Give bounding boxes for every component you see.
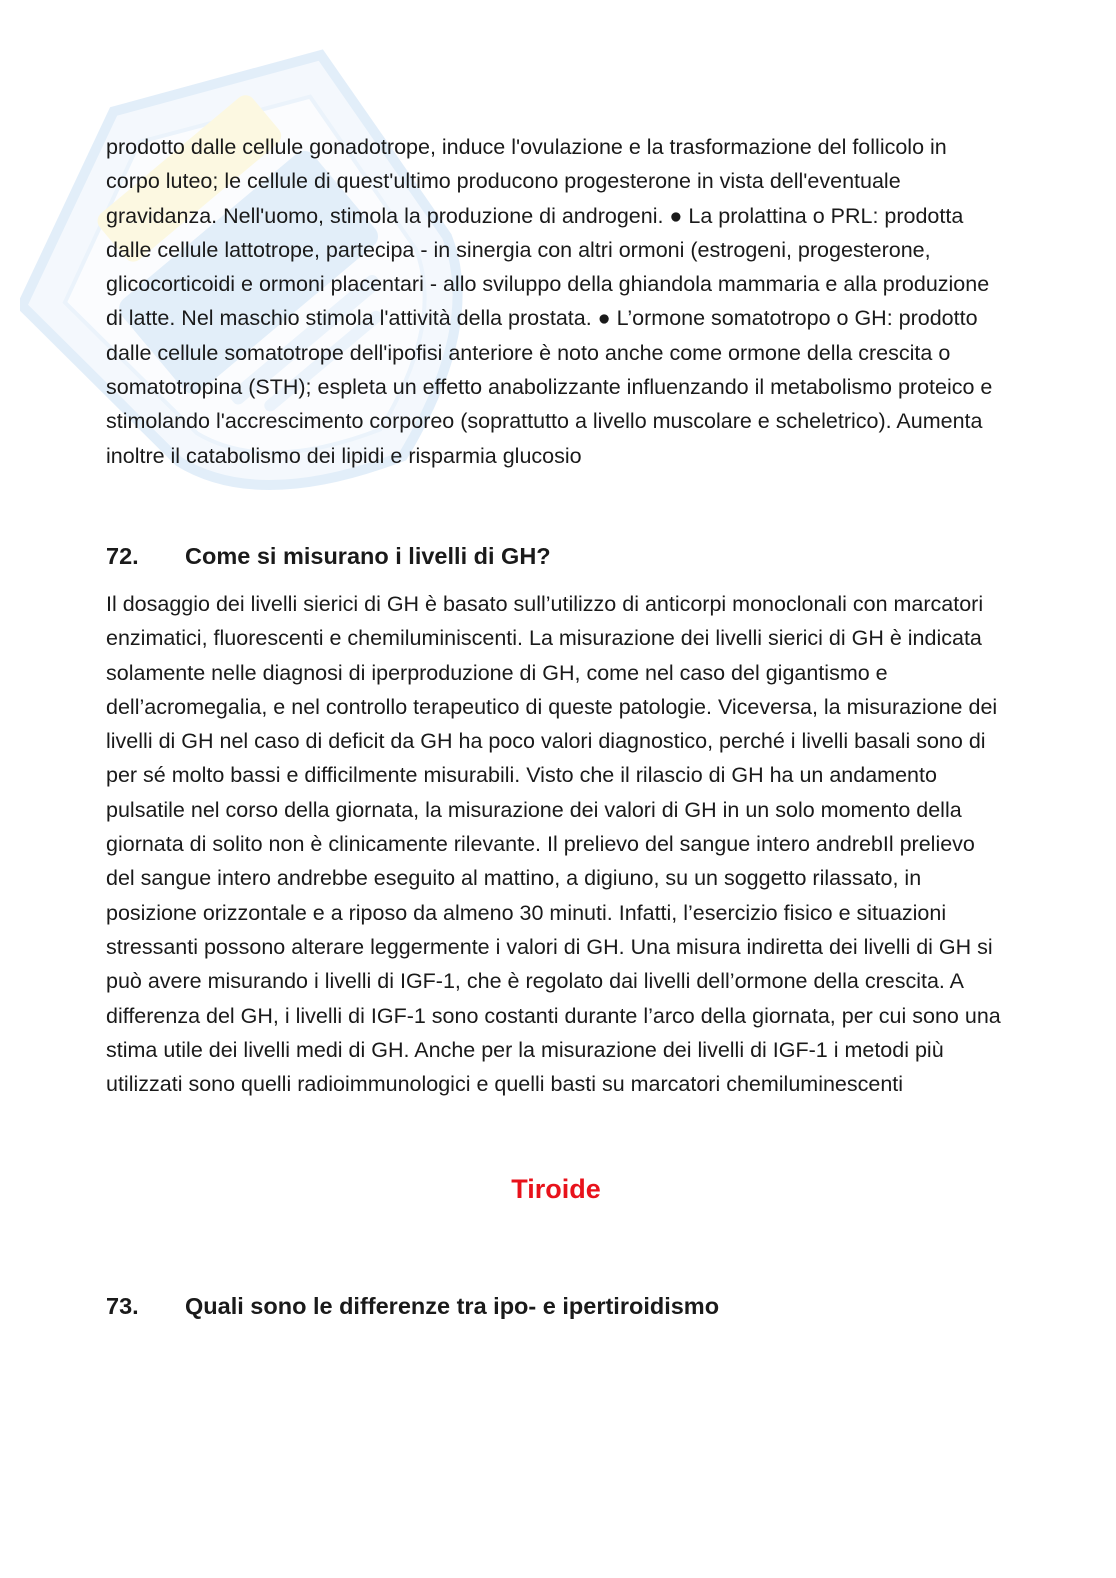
question-72-number: 72. xyxy=(106,542,139,569)
section-title: Tiroide xyxy=(511,1174,601,1205)
document-page xyxy=(106,130,1006,1323)
question-72-heading xyxy=(106,539,1006,573)
question-73-heading xyxy=(106,1289,1006,1323)
question-72-answer: Il dosaggio dei livelli sierici di GH è basato sull’utilizzo di anticorpi monoclonali con marcatori enzimatici, fluorescenti e chemiluminiscenti. La misurazione dei livelli sierici di GH è indicata solamente nelle diagnosi di iperproduzione di GH, come nel caso del gigantismo e dell’acromegalia, e nel controllo terapeutico di queste patologie. Viceversa, la misurazione dei livelli di GH nel caso di deficit da GH ha poco valori diagnostico, perché i livelli basali sono di per sé molto bassi e difficilmente misurabili. Visto che il rilascio di GH ha un andamento pulsatile nel corso della giornata, la misurazione dei valori di GH in un solo momento della giornata di solito non è clinicamente rilevante. Il prelievo del sangue intero andrebIl prelievo del sangue intero andrebbe eseguito al mattino, a digiuno, su un soggetto rilassato, in posizione orizzontale e a riposo da almeno 30 minuti. Infatti, l’esercizio fisico e situazioni stressanti possono alterare leggermente i valori di GH. Una misura indiretta dei livelli di GH si può avere misurando i livelli di IGF-1, che è regolato dai livelli dell’ormone della crescita. A differenza del GH, i livelli di IGF-1 sono costanti durante l’arco della giornata, per cui sono una stima utile dei livelli medi di GH. Anche per la misurazione dei livelli di IGF-1 i metodi più utilizzati sono quelli radioimmunologici e quelli basti su marcatori chemiluminescenti xyxy=(106,591,1001,1097)
intro-paragraph: prodotto dalle cellule gonadotrope, induce l'ovulazione e la trasformazione del follicolo in corpo luteo; le cellule di quest'ultimo producono progesterone in vista dell'eventuale gravidanza. Nell'uomo, stimola la produzione di androgeni. ● La prolattina o PRL: prodotta dalle cellule lattotrope, partecipa - in sinergia con altri ormoni (estrogeni, progesterone, glicocorticoidi e ormoni placentari - allo sviluppo della ghiandola mammaria e alla produzione di latte. Nel maschio stimola l'attività della prostata. ● L’ormone somatotropo o GH: prodotto dalle cellule somatotrope dell'ipofisi anteriore è noto anche come ormone della crescita o somatotropina (STH); espleta un effetto anabolizzante influenzando il metabolismo proteico e stimolando l'accrescimento corporeo (soprattutto a livello muscolare e scheletrico). Aumenta inoltre il catabolismo dei lipidi e risparmia glucosio xyxy=(106,135,993,468)
question-72-title: Come si misurano i livelli di GH? xyxy=(185,542,551,569)
question-73-number: 73. xyxy=(106,1293,139,1320)
question-73-title: Quali sono le differenze tra ipo- e ipertiroidismo xyxy=(185,1293,720,1320)
